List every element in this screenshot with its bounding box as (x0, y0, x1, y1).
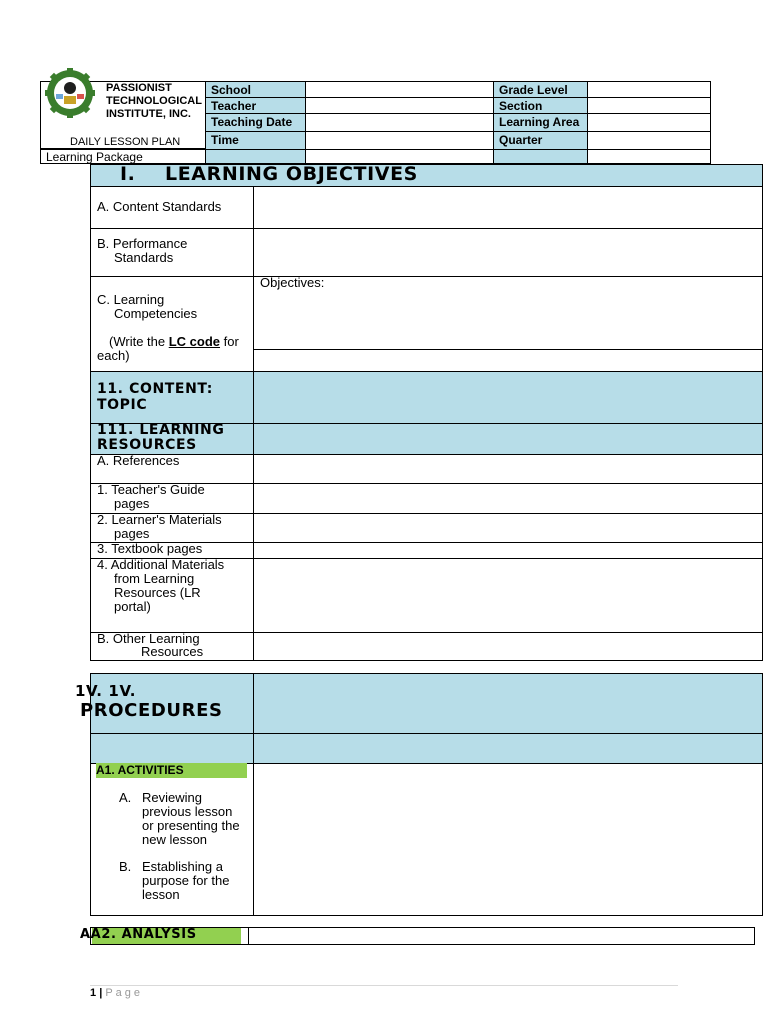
page-number: 1 (90, 987, 97, 999)
analysis-label: AA2. ANALYSIS (80, 927, 197, 942)
time-field[interactable] (305, 131, 494, 150)
performance-standards-label-1: B. Performance (97, 236, 188, 251)
objectives-title: LEARNING OBJECTIVES (165, 163, 418, 185)
performance-standards-field[interactable] (253, 228, 763, 277)
additional-materials-label-4: portal) (114, 599, 151, 614)
learning-area-label: Learning Area (499, 115, 580, 129)
content-standards-field[interactable] (253, 186, 763, 229)
additional-materials-label-2: from Learning (114, 571, 195, 586)
activity-b-line-1: Establishing a (142, 859, 223, 874)
activity-a-line-4: new lesson (142, 832, 208, 847)
objectives-title-num: I. (120, 163, 136, 185)
lc-code-note-post: for (220, 334, 239, 349)
institute-name-line-3: INSTITUTE, INC. (106, 108, 191, 120)
package-label-cell-2 (493, 149, 588, 164)
procedures-title-1: 1V. 1V. (75, 682, 137, 700)
references-field[interactable] (253, 454, 763, 484)
additional-materials-label-3: Resources (LR (114, 585, 201, 600)
grade-level-label: Grade Level (499, 83, 568, 97)
page-separator: | (99, 987, 103, 999)
school-seal-icon (45, 68, 95, 118)
resources-title-field (253, 423, 763, 455)
analysis-field[interactable] (248, 927, 755, 945)
teachers-guide-label-2: pages (114, 496, 150, 511)
activities-field[interactable] (253, 763, 763, 916)
time-label: Time (211, 133, 239, 147)
lc-code-note-each: each) (97, 348, 130, 363)
objectives-label: Objectives: (260, 275, 325, 290)
page-footer (90, 987, 143, 999)
package-label-cell (205, 149, 306, 164)
other-resources-label-1: B. Other Learning (97, 631, 200, 646)
procedures-subrow-cell (90, 733, 254, 764)
quarter-field[interactable] (587, 131, 711, 150)
learners-materials-label-1: 2. Learner's Materials (97, 512, 222, 527)
teaching-date-label: Teaching Date (211, 115, 293, 129)
activity-a-marker: A. (119, 790, 132, 805)
teacher-label: Teacher (211, 99, 257, 113)
activity-b-marker: B. (119, 859, 132, 874)
resources-title-2: RESOURCES (97, 437, 197, 453)
performance-standards-label-2: Standards (114, 250, 174, 265)
other-resources-label-2: Resources (141, 644, 204, 659)
institute-name-line-1: PASSIONIST (106, 82, 172, 94)
lc-code-note-pre: (Write the (109, 334, 169, 349)
activity-a-line-1: Reviewing (142, 790, 202, 805)
learners-materials-field[interactable] (253, 513, 763, 543)
lc-code-note (109, 335, 239, 349)
school-field[interactable] (305, 81, 494, 98)
teachers-guide-field[interactable] (253, 483, 763, 514)
activities-label: A1. ACTIVITIES (96, 763, 247, 778)
content-topic-field[interactable] (253, 371, 763, 424)
section-label: Section (499, 99, 543, 113)
institute-name-line-2: TECHNOLOGICAL (106, 95, 202, 107)
procedures-subrow-field (253, 733, 763, 764)
learners-materials-label-2: pages (114, 526, 150, 541)
plan-title: DAILY LESSON PLAN (70, 136, 181, 148)
page-word: Page (105, 987, 144, 999)
section-field[interactable] (587, 97, 711, 114)
footer-rule (90, 985, 678, 986)
learning-competencies-field[interactable] (253, 276, 763, 350)
teaching-date-field[interactable] (305, 113, 494, 132)
content-standards-label: A. Content Standards (97, 199, 222, 214)
procedures-title-field (253, 673, 763, 734)
learning-competencies-label-1: C. Learning (97, 292, 165, 307)
activity-b-line-3: lesson (142, 887, 180, 902)
activity-b-line-2: purpose for the (142, 873, 230, 888)
learning-competencies-field-2[interactable] (253, 349, 763, 372)
procedures-title-2: PROCEDURES (80, 700, 223, 721)
learning-competencies-label-2: Competencies (114, 306, 198, 321)
references-label: A. References (97, 453, 180, 468)
additional-materials-label-1: 4. Additional Materials (97, 557, 225, 572)
learning-package-label: Learning Package (46, 150, 143, 164)
activity-a-line-3: or presenting the (142, 818, 240, 833)
resources-title-1: 111. LEARNING (97, 422, 225, 438)
teachers-guide-label-1: 1. Teacher's Guide (97, 482, 205, 497)
activity-a-line-2: previous lesson (142, 804, 233, 819)
teacher-field[interactable] (305, 97, 494, 114)
textbook-field[interactable] (253, 542, 763, 559)
school-label: School (211, 83, 252, 97)
content-title-2: TOPIC (97, 397, 148, 413)
lc-code-link[interactable]: LC code (168, 334, 221, 349)
content-title-1: 11. CONTENT: (97, 381, 213, 397)
grade-level-field[interactable] (587, 81, 711, 98)
package-field[interactable] (305, 149, 494, 164)
other-resources-field[interactable] (253, 632, 763, 661)
additional-materials-field[interactable] (253, 558, 763, 633)
package-field-2[interactable] (587, 149, 711, 164)
quarter-label: Quarter (499, 133, 543, 147)
learning-area-field[interactable] (587, 113, 711, 132)
textbook-label: 3. Textbook pages (97, 541, 203, 556)
